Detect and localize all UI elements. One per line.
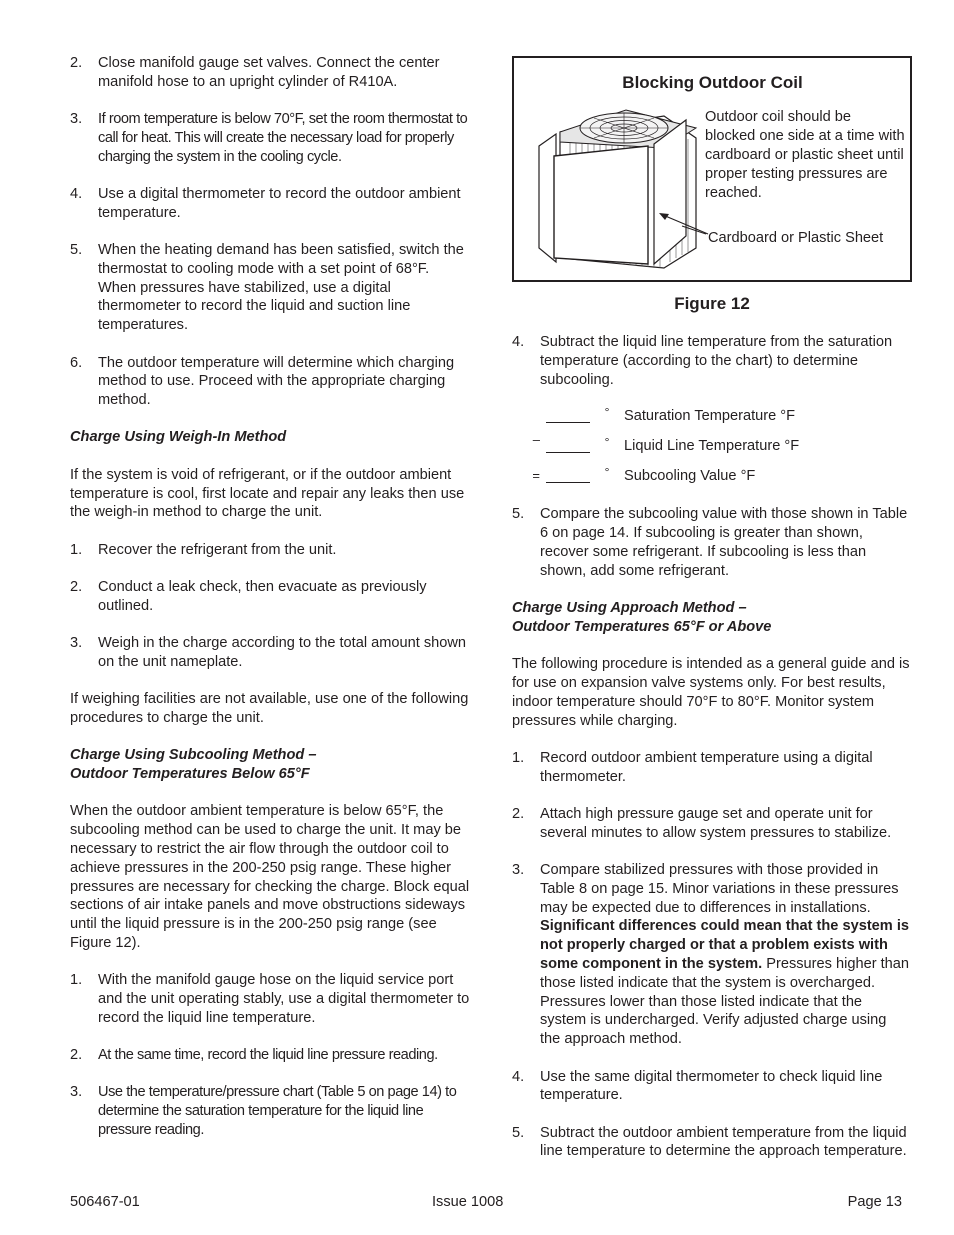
paragraph: When the outdoor ambient temperature is below 65°F, the subcooling method can be used to charge the unit. It may be necessary to restrict the air flow through the outdoor coil to achieve pressures in the 200-250 psig range. These higher pressures are necessary for checking the charge. Block equal sections of air intake panels and move obstructions sideways until the liquid pressure is in the 200-250 psig range (see Figure 12). — [70, 803, 470, 951]
step-number: 2. — [70, 578, 83, 595]
section-heading-subcooling — [70, 746, 470, 784]
step-text: Close manifold gauge set valves. Connect the center manifold hose to an upright cylinder of R410A. — [98, 55, 440, 90]
step-number: 5. — [512, 506, 525, 523]
step-number: 4. — [70, 185, 83, 202]
step-text: The outdoor temperature will determine which charging method to use. Proceed with the appropriate charging method. — [98, 354, 455, 409]
list-item — [70, 1083, 470, 1139]
step-text: Subtract the outdoor ambient temperature from the liquid line temperature to determine the approach temperature. — [540, 1124, 907, 1160]
list-item — [70, 241, 470, 335]
figure-title: Blocking Outdoor Coil — [622, 73, 803, 92]
list-item — [512, 749, 910, 787]
step-number: 1. — [70, 972, 83, 989]
list-item — [70, 634, 470, 672]
step-text: Use the temperature/pressure chart (Table 5 on page 14) to determine the saturation temperature for the liquid line pressure reading. — [98, 1084, 457, 1138]
paragraph: If weighing facilities are not available, use one of the following procedures to charge the unit. — [70, 691, 469, 726]
heading-line: Outdoor Temperatures Below 65°F — [70, 766, 310, 783]
list-item — [512, 805, 910, 843]
step-number: 3. — [70, 1084, 83, 1101]
calc-label: Subcooling Value °F — [624, 467, 756, 484]
step-text: Subtract the liquid line temperature from the saturation temperature (according to the chart) to determine subcooling. — [540, 334, 893, 388]
step-number: 2. — [512, 805, 525, 822]
list-item — [70, 354, 470, 410]
step-text: Attach high pressure gauge set and operate unit for several minutes to allow system pressures to stabilize. — [540, 805, 892, 841]
figure-description: Outdoor coil should be blocked one side at a time with cardboard or plastic sheet until proper testing pressures are reached. — [705, 109, 905, 201]
figure-caption: Figure 12 — [674, 294, 750, 313]
step-number: 4. — [512, 334, 525, 350]
degree-symbol: ° — [604, 464, 610, 479]
step-number: 1. — [70, 541, 83, 558]
list-item — [70, 1046, 470, 1065]
step-number: 6. — [70, 354, 83, 371]
step-number: 1. — [512, 749, 525, 766]
section-heading-weigh-in: Charge Using Weigh-In Method — [70, 429, 287, 446]
subcooling-calculation — [512, 401, 910, 491]
step-text: Conduct a leak check, then evacuate as previously outlined. — [98, 578, 427, 614]
calc-blank — [546, 439, 590, 453]
calc-blank — [546, 409, 590, 423]
step-number: 4. — [512, 1068, 525, 1085]
list-item — [512, 333, 910, 389]
degree-symbol: ° — [604, 434, 610, 449]
calc-label: Saturation Temperature °F — [624, 407, 796, 424]
step-text: Recover the refrigerant from the unit. — [98, 541, 337, 558]
calc-label: Liquid Line Temperature °F — [624, 437, 800, 454]
step-number: 2. — [70, 55, 83, 71]
list-item — [512, 1124, 910, 1162]
step-text: Use the same digital thermometer to check liquid line temperature. — [540, 1068, 883, 1104]
list-item — [512, 505, 910, 580]
footer-issue: Issue 1008 — [432, 1194, 504, 1210]
footer-doc-number: 506467-01 — [70, 1194, 140, 1210]
paragraph: The following procedure is intended as a general guide and is for use on expansion valve systems only. For best results, indoor temperature should 70°F to 80°F. Monitor system pressures while charging. — [512, 656, 910, 729]
paragraph: If the system is void of refrigerant, or if the outdoor ambient temperature is cool, first locate and repair any leaks then use the weigh-in method to charge the unit. — [70, 466, 465, 521]
step-number: 3. — [512, 862, 525, 879]
step-text-part: Compare stabilized pressures with those provided in Table 8 on page 15. Minor variations in these pressures may be expected due to differences in installations. — [540, 862, 899, 916]
heading-line: Outdoor Temperatures 65°F or Above — [512, 618, 772, 635]
step-text: At the same time, record the liquid line pressure reading. — [98, 1047, 438, 1064]
step-text: Record outdoor ambient temperature using a digital thermometer. — [540, 749, 873, 785]
calc-row — [512, 401, 910, 431]
arrow-icon — [657, 210, 709, 238]
step-text: If room temperature is below 70°F, set the room thermostat to call for heat. This will create the necessary load for properly charging the system in the cooling cycle. — [98, 111, 468, 165]
step-text: Weigh in the charge according to the total amount shown on the unit nameplate. — [98, 635, 467, 670]
step-text: When the heating demand has been satisfied, switch the thermostat to cooling mode with a set point of 68°F. When pressures have stabilized, use a digital thermometer to record the liquid and suction line temperatures. — [98, 242, 464, 334]
figure-12-box — [512, 56, 912, 282]
list-item — [512, 861, 910, 1049]
step-text — [540, 861, 910, 1049]
step-number: 5. — [512, 1124, 525, 1141]
left-column — [70, 54, 470, 1140]
step-text: Use a digital thermometer to record the outdoor ambient temperature. — [98, 185, 461, 221]
list-item — [70, 110, 470, 166]
section-heading-approach — [512, 599, 910, 637]
step-number: 3. — [70, 111, 83, 128]
step-number: 2. — [70, 1047, 83, 1064]
degree-symbol: ° — [604, 404, 610, 419]
step-text-bold: Significant differences could mean that the system is not properly charged or that a problem exists with some component in the system. — [540, 918, 909, 973]
list-item — [70, 185, 470, 223]
list-item — [512, 1068, 910, 1106]
right-column — [512, 333, 910, 1161]
outdoor-unit-illustration — [536, 98, 706, 270]
calc-blank — [546, 469, 590, 483]
calc-operator: = — [532, 467, 540, 483]
step-number: 5. — [70, 242, 83, 259]
heading-line: Charge Using Subcooling Method – — [70, 747, 317, 764]
step-text: Compare the subcooling value with those shown in Table 6 on page 14. If subcooling is greater than shown, recover some refrigerant. If subcooling is less than shown, add some refrigerant. — [540, 506, 908, 579]
list-item — [70, 541, 470, 560]
step-text-part: Pressures higher than those listed indicate that the system is overcharged. Pressures lower than those listed indicate that the system is undercharged. Verify adjusted charge using the approach method. — [540, 956, 910, 1048]
calc-operator: – — [532, 431, 540, 447]
calc-row — [512, 461, 910, 491]
step-number: 3. — [70, 635, 83, 652]
heading-line: Charge Using Approach Method – — [512, 600, 747, 617]
list-item — [70, 971, 470, 1027]
footer-page-number: Page 13 — [847, 1194, 902, 1210]
list-item — [70, 54, 470, 92]
step-text: With the manifold gauge hose on the liquid service port and the unit operating stably, use a digital thermometer to record the liquid line temperature. — [98, 972, 470, 1026]
calc-row — [512, 431, 910, 461]
list-item — [70, 578, 470, 616]
figure-label: Cardboard or Plastic Sheet — [708, 230, 884, 246]
